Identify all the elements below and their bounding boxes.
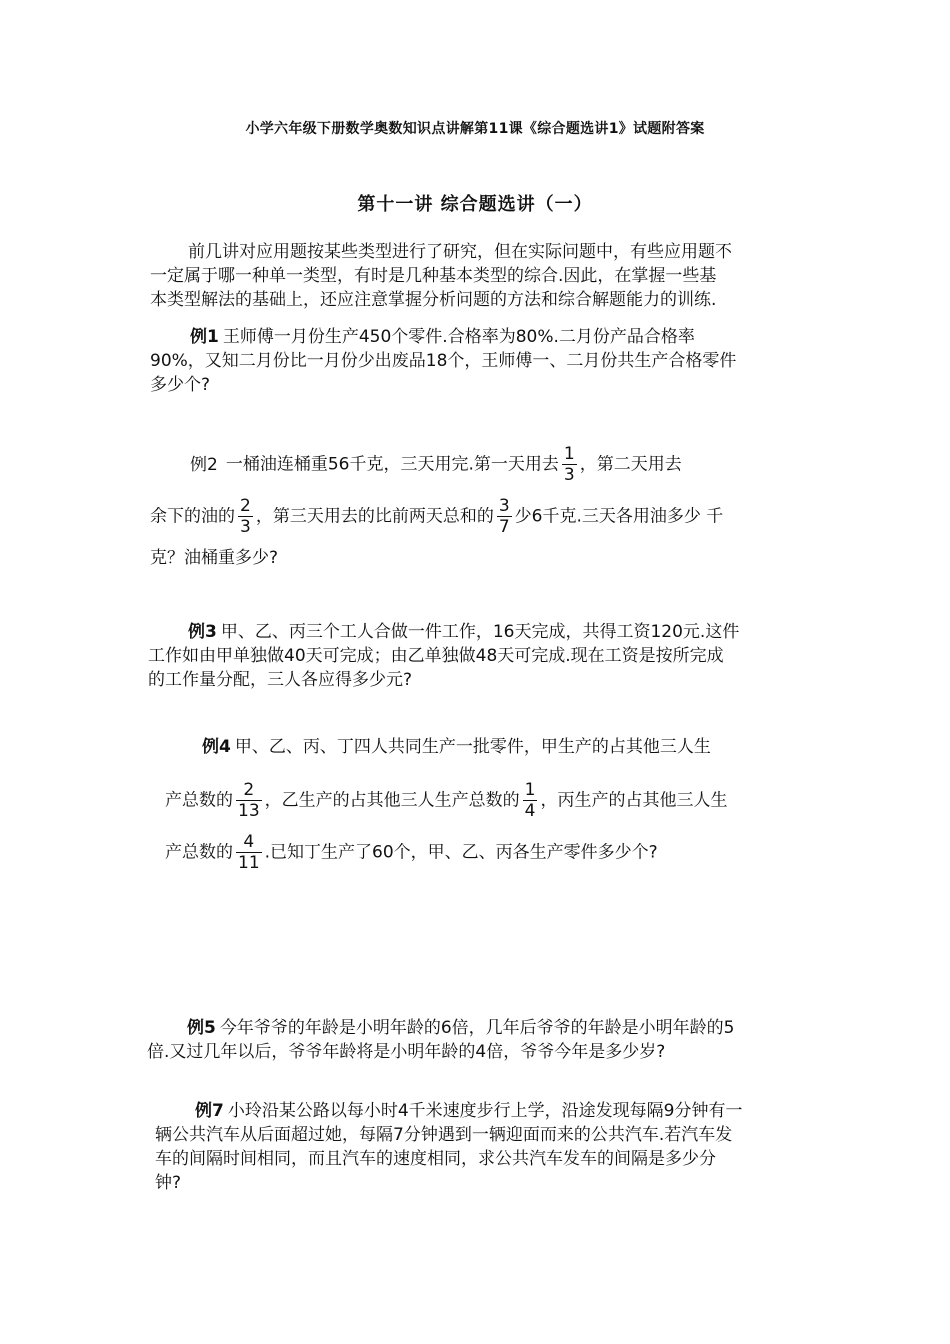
fraction — [238, 496, 253, 537]
fraction-denominator: 4 — [524, 801, 536, 821]
example-text: 甲、乙、丙三个工人合做一件工作，16天完成，共得工资120元.这件 — [220, 622, 740, 642]
intro-line-3: 本类型解法的基础上，还应注意掌握分析问题的方法和综合解题能力的训练. — [150, 290, 717, 310]
example-5-line-1 — [187, 1013, 734, 1038]
example-3-line-3: 的工作量分配，三人各应得多少元? — [148, 670, 413, 690]
fraction-numerator: 2 — [236, 780, 262, 801]
example-2-line-3: 克？油桶重多少? — [150, 548, 279, 568]
example-label: 例7 — [195, 1101, 224, 1121]
example-text: ，乙生产的占其他三人生产总数的 — [264, 790, 520, 811]
fraction — [523, 780, 538, 821]
fraction-numerator: 3 — [498, 496, 510, 516]
example-label: 例4 — [202, 737, 231, 757]
example-4-line-3 — [165, 832, 658, 873]
example-text: 甲、乙、丙、丁四人共同生产一批零件，甲生产的占其他三人生 — [234, 737, 711, 757]
example-text: ，丙生产的占其他三人生 — [540, 790, 728, 811]
example-text: 一桶油连桶重56千克，三天用完.第一天用去 — [225, 454, 559, 475]
fraction-denominator: 3 — [563, 465, 575, 485]
example-label: 例1 — [190, 327, 219, 347]
example-2-line-1 — [190, 444, 682, 485]
fraction-denominator: 3 — [240, 517, 251, 537]
example-3-line-2: 工作如由甲单独做40天可完成；由乙单独做48天可完成.现在工资是按所完成 — [148, 646, 724, 666]
example-text: 余下的油的 — [150, 506, 235, 527]
example-text: 小玲沿某公路以每小时4千米速度步行上学，沿途发现每隔9分钟有一 — [227, 1101, 743, 1121]
example-text: .已知丁生产了60个，甲、乙、丙各生产零件多少个? — [264, 842, 658, 863]
example-text: 王师傅一月份生产450个零件.合格率为80%.二月份产品合格率 — [222, 327, 695, 347]
fraction — [236, 832, 262, 873]
example-label: 例3 — [188, 622, 217, 642]
example-5-line-2: 倍.又过几年以后，爷爷年龄将是小明年龄的4倍，爷爷今年是多少岁? — [147, 1042, 666, 1062]
fraction — [497, 496, 512, 537]
fraction-denominator: 11 — [238, 853, 260, 873]
fraction-numerator: 4 — [236, 832, 262, 853]
example-7-line-1 — [195, 1096, 742, 1121]
fraction-numerator: 1 — [563, 444, 575, 464]
example-7-line-3: 车的间隔时间相同，而且汽车的速度相同，求公共汽车发车的间隔是多少分 — [155, 1149, 716, 1169]
fraction — [562, 444, 577, 485]
example-1-line-2: 90%，又知二月份比一月份少出废品18个，王师傅一、二月份共生产合格零件 — [150, 351, 737, 371]
fraction-denominator: 7 — [498, 517, 510, 537]
example-4-line-1 — [202, 732, 711, 757]
fraction-denominator: 13 — [238, 801, 260, 821]
fraction-numerator: 1 — [524, 780, 536, 800]
example-7-line-2: 辆公共汽车从后面超过她，每隔7分钟遇到一辆迎面而来的公共汽车.若汽车发 — [155, 1125, 733, 1145]
example-label: 例5 — [187, 1018, 216, 1038]
example-text: ，第三天用去的比前两天总和的 — [255, 506, 494, 527]
example-text: 产总数的 — [165, 790, 233, 811]
document-title: 小学六年级下册数学奥数知识点讲解第11课《综合题选讲1》试题附答案 — [245, 121, 705, 137]
fraction — [236, 780, 262, 821]
intro-line-2: 一定属于哪一种单一类型，有时是几种基本类型的综合.因此，在掌握一些基 — [150, 266, 717, 286]
example-4-line-2 — [165, 780, 727, 821]
example-1-line-1 — [190, 322, 695, 347]
example-label: 例2 — [190, 454, 218, 475]
example-text: ，第二天用去 — [579, 454, 682, 475]
example-text: 少6千克.三天各用油多少 千 — [514, 506, 724, 527]
example-3-line-1 — [188, 617, 739, 642]
fraction-numerator: 2 — [240, 496, 251, 516]
example-2-line-2 — [150, 496, 723, 537]
section-title: 第十一讲 综合题选讲（一） — [357, 194, 593, 215]
example-1-line-3: 多少个? — [150, 375, 211, 395]
example-7-line-4: 钟? — [155, 1173, 182, 1193]
example-text: 今年爷爷的年龄是小明年龄的6倍，几年后爷爷的年龄是小明年龄的5 — [219, 1018, 735, 1038]
intro-line-1: 前几讲对应用题按某些类型进行了研究，但在实际问题中，有些应用题不 — [188, 242, 732, 262]
example-text: 产总数的 — [165, 842, 233, 863]
